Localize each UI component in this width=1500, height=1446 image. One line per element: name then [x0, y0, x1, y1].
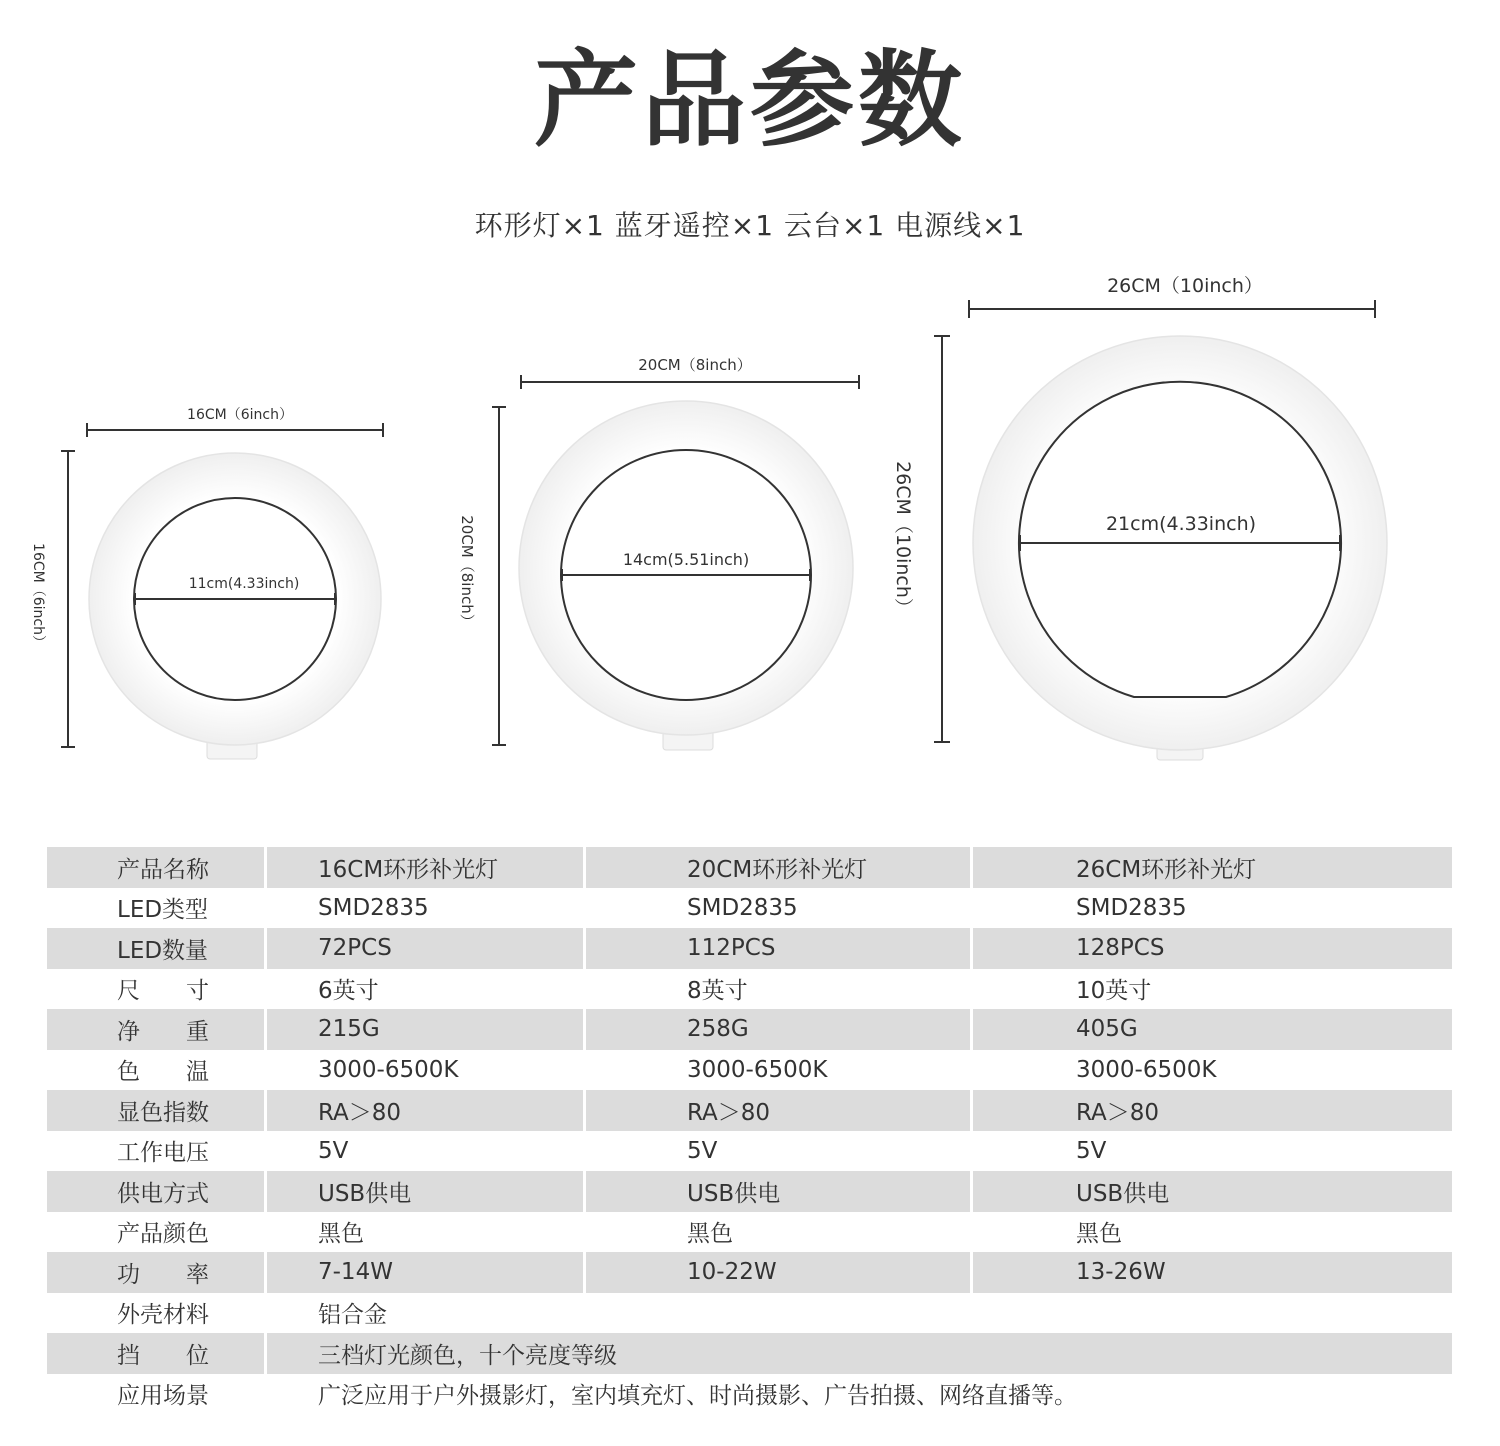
ring-20cm — [458, 356, 859, 750]
row-label: 功 率 — [47, 1252, 264, 1293]
value-16cm: 16CM环形补光灯 — [267, 847, 583, 888]
value-20cm: 20CM环形补光灯 — [586, 847, 970, 888]
row-label: 外壳材料 — [117, 1302, 209, 1329]
table-row — [47, 1252, 1452, 1293]
value-20cm: 5V — [687, 1137, 718, 1164]
value-20cm: 3000-6500K — [687, 1056, 828, 1083]
table-row — [47, 1333, 1452, 1374]
height-label: 26CM（10inch） — [892, 461, 914, 617]
width-label: 16CM（6inch） — [187, 407, 293, 423]
value-20cm: RA＞80 — [586, 1090, 970, 1131]
height-label: 16CM（6inch） — [30, 543, 46, 649]
table-row — [47, 1293, 1452, 1334]
value-16cm: 215G — [267, 1009, 583, 1050]
table-row — [47, 969, 1452, 1010]
value-26cm: RA＞80 — [973, 1090, 1452, 1131]
height-label: 20CM（8inch） — [458, 515, 476, 629]
row-label: 色 温 — [117, 1059, 209, 1086]
table-row — [47, 1090, 1452, 1131]
row-label: 显色指数 — [47, 1090, 264, 1131]
shared-value: 广泛应用于户外摄影灯，室内填充灯、时尚摄影、广告拍摄、网络直播等。 — [318, 1383, 1077, 1410]
table-row — [47, 888, 1452, 929]
shared-value: 铝合金 — [318, 1302, 387, 1329]
value-20cm: 112PCS — [586, 928, 970, 969]
value-26cm: 13-26W — [973, 1252, 1452, 1293]
shared-value: 三档灯光颜色，十个亮度等级 — [267, 1333, 1452, 1374]
row-label: 产品名称 — [47, 847, 264, 888]
value-26cm: USB供电 — [973, 1171, 1452, 1212]
ring-26cm — [892, 275, 1387, 760]
value-26cm: 5V — [1076, 1137, 1107, 1164]
spec-table — [47, 847, 1452, 1414]
page-title: 产品参数 — [533, 39, 966, 161]
value-26cm: 黑色 — [1076, 1221, 1122, 1248]
row-label: LED数量 — [47, 928, 264, 969]
inner-diameter-label: 11cm(4.33inch) — [188, 576, 300, 592]
table-row — [47, 1009, 1452, 1050]
row-label: LED类型 — [117, 897, 209, 924]
table-row — [47, 1374, 1452, 1415]
inner-diameter-label: 14cm(5.51inch) — [622, 550, 750, 569]
value-26cm: 26CM环形补光灯 — [973, 847, 1452, 888]
value-20cm: USB供电 — [586, 1171, 970, 1212]
value-16cm: 7-14W — [267, 1252, 583, 1293]
row-label: 尺 寸 — [117, 978, 209, 1005]
value-20cm: 黑色 — [687, 1221, 733, 1248]
table-row — [47, 1050, 1452, 1091]
value-16cm: SMD2835 — [318, 894, 429, 921]
value-16cm: USB供电 — [267, 1171, 583, 1212]
ring-16cm — [30, 407, 383, 759]
table-row — [47, 1171, 1452, 1212]
row-label: 工作电压 — [117, 1140, 209, 1167]
table-row — [47, 1212, 1452, 1253]
value-16cm: 3000-6500K — [318, 1056, 459, 1083]
value-26cm: 10英寸 — [1076, 978, 1152, 1005]
value-26cm: 405G — [973, 1009, 1452, 1050]
table-row — [47, 847, 1452, 888]
table-row — [47, 928, 1452, 969]
table-row — [47, 1131, 1452, 1172]
width-label: 20CM（8inch） — [638, 356, 752, 374]
value-20cm: 258G — [586, 1009, 970, 1050]
value-16cm: 6英寸 — [318, 978, 379, 1005]
row-label: 应用场景 — [117, 1383, 209, 1410]
row-label: 净 重 — [47, 1009, 264, 1050]
value-26cm: SMD2835 — [1076, 894, 1187, 921]
value-20cm: 8英寸 — [687, 978, 748, 1005]
width-label: 26CM（10inch） — [1107, 275, 1263, 297]
value-16cm: 72PCS — [267, 928, 583, 969]
value-16cm: RA＞80 — [267, 1090, 583, 1131]
value-20cm: 10-22W — [586, 1252, 970, 1293]
value-26cm: 128PCS — [973, 928, 1452, 969]
row-label: 产品颜色 — [117, 1221, 209, 1248]
value-16cm: 黑色 — [318, 1221, 364, 1248]
package-contents: 环形灯×1 蓝牙遥控×1 云台×1 电源线×1 — [474, 209, 1026, 242]
ring-inner-opening — [1019, 382, 1341, 697]
inner-diameter-label: 21cm(4.33inch) — [1105, 513, 1257, 535]
value-20cm: SMD2835 — [687, 894, 798, 921]
value-26cm: 3000-6500K — [1076, 1056, 1217, 1083]
row-label: 供电方式 — [47, 1171, 264, 1212]
row-label: 挡 位 — [47, 1333, 264, 1374]
value-16cm: 5V — [318, 1137, 349, 1164]
